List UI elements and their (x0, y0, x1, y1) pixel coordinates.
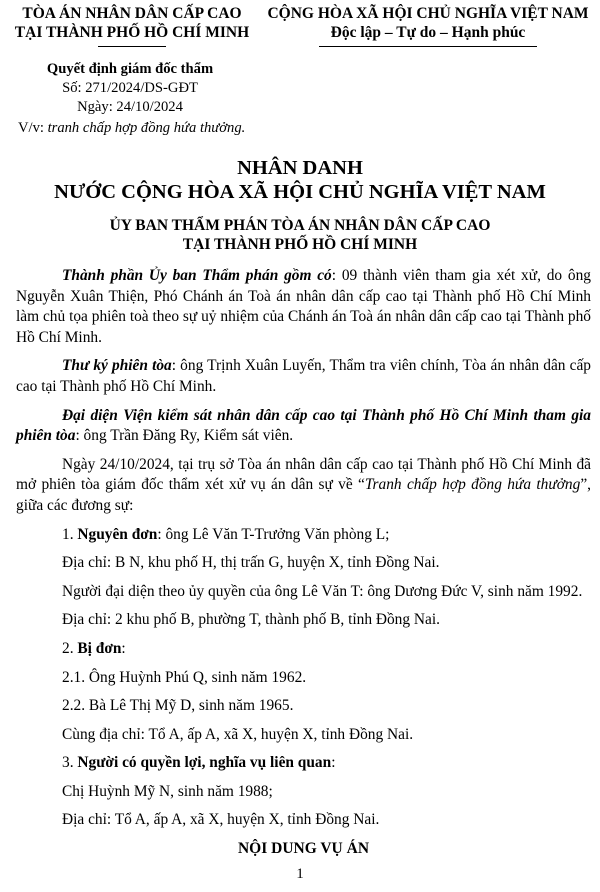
paragraph-representative: Người đại diện theo ủy quyền của ông Lê Văn T: ông Dương Đức V, sinh năm 1992. (62, 582, 583, 600)
paragraph-defendant-1: 2.1. Ông Huỳnh Phú Q, sinh năm 1962. (62, 668, 307, 686)
paragraph-related-person: Chị Huỳnh Mỹ N, sinh năm 1988; (62, 782, 273, 800)
paragraph-related-address: Địa chỉ: Tổ A, ấp A, xã X, huyện X, tỉnh Đồng Nai. (62, 811, 380, 829)
plaintiff-num: 1. (62, 525, 78, 543)
paragraph-defendant (16, 639, 591, 660)
paragraph-clerk (16, 356, 591, 397)
procuracy-text: : ông Trần Đăng Ry, Kiểm sát viên. (75, 427, 294, 445)
clerk-text: : ông Trịnh Xuân Luyến, Thẩm tra viên chính, Tòa án nhân dân cấp cao tại Thành phố Hồ Chí Minh. (16, 357, 591, 395)
national-header (258, 4, 598, 47)
document-body (16, 266, 591, 860)
subject-prefix: V/v: (18, 120, 48, 136)
decision-info (0, 60, 260, 117)
defendant-num: 2. (62, 639, 78, 657)
decision-date: Ngày: 24/10/2024 (77, 99, 183, 115)
hearing-text-b: ”, giữa các đương sự: (16, 476, 592, 514)
page-number: 1 (296, 866, 304, 882)
decision-type: Quyết định giám đốc thẩm (46, 61, 214, 77)
plaintiff-text: : ông Lê Văn T-Trưởng Văn phòng L; (157, 525, 390, 543)
paragraph-defendant-2: 2.2. Bà Lê Thị Mỹ D, sinh năm 1965. (62, 697, 294, 715)
subject-text: tranh chấp hợp đồng hứa thưởng. (47, 120, 246, 136)
related-colon: : (331, 754, 336, 772)
hearing-case-name: Tranh chấp hợp đồng hứa thưởng (364, 476, 581, 494)
panel-label: Thành phần Ủy ban Thẩm phán gồm có (62, 267, 332, 284)
paragraph-plaintiff-address: Địa chỉ: B N, khu phố H, thị trấn G, huyện X, tỉnh Đồng Nai. (62, 554, 440, 572)
committee-title (0, 216, 600, 254)
clerk-label: Thư ký phiên tòa (62, 357, 172, 375)
panel-text: : 09 thành viên tham gia xét xử, do ông Nguyễn Xuân Thiện, Phó Chánh án Toà án nhân dân cấp cao tại Thành phố Hồ Chí Minh làm chủ tọa phiên toà theo sự uỷ nhiệm của Chánh án Toà án nhân dân cấp cao tại Thành phố Hồ Chí Minh. (16, 267, 591, 346)
nation-name: CỘNG HÒA XÃ HỘI CHỦ NGHĨA VIỆT NAM (267, 5, 589, 22)
hearing-text-a: Ngày 24/10/2024, tại trụ sở Tòa án nhân dân cấp cao tại Thành phố Hồ Chí Minh đã mở phiên tòa giám đốc thẩm xét xử vụ án dân sự về “ (16, 455, 591, 494)
decision-subject (18, 119, 318, 138)
title-country: NƯỚC CỘNG HÒA XÃ HỘI CHỦ NGHĨA VIỆT NAM (54, 181, 546, 203)
court-header (4, 4, 260, 47)
defendant-colon: : (121, 639, 126, 657)
title-in-the-name: NHÂN DANH (237, 157, 363, 179)
related-num: 3. (62, 754, 78, 772)
title-block (0, 156, 600, 204)
national-motto: Độc lập – Tự do – Hạnh phúc (330, 24, 526, 41)
court-underline (98, 46, 166, 47)
committee-line1: ỦY BAN THẨM PHÁN TÒA ÁN NHÂN DÂN CẤP CAO (109, 217, 491, 234)
paragraph-hearing (16, 455, 591, 517)
defendant-label: Bị đơn (77, 639, 122, 657)
motto-underline (319, 46, 537, 47)
procuracy-label: Đại diện Viện kiểm sát nhân dân cấp cao tại Thành phố Hồ Chí Minh tham gia phiên tòa (16, 406, 591, 445)
section-heading: NỘI DUNG VỤ ÁN (237, 840, 370, 858)
court-name-line1: TÒA ÁN NHÂN DÂN CẤP CAO (22, 5, 242, 22)
paragraph-plaintiff (16, 525, 591, 546)
paragraph-defendant-address: Cùng địa chỉ: Tổ A, ấp A, xã X, huyện X, tỉnh Đồng Nai. (62, 725, 414, 743)
paragraph-representative-address: Địa chỉ: 2 khu phố B, phường T, thành phố B, tỉnh Đồng Nai. (62, 611, 440, 629)
plaintiff-label: Nguyên đơn (77, 525, 158, 543)
court-name-line2: TẠI THÀNH PHỐ HỒ CHÍ MINH (14, 24, 250, 41)
related-label: Người có quyền lợi, nghĩa vụ liên quan (77, 754, 332, 772)
committee-line2: TẠI THÀNH PHỐ HỒ CHÍ MINH (182, 236, 418, 253)
paragraph-panel (16, 266, 591, 348)
decision-number: Số: 271/2024/DS-GĐT (62, 80, 198, 96)
paragraph-procuracy (16, 406, 591, 447)
paragraph-related-party (16, 753, 591, 774)
